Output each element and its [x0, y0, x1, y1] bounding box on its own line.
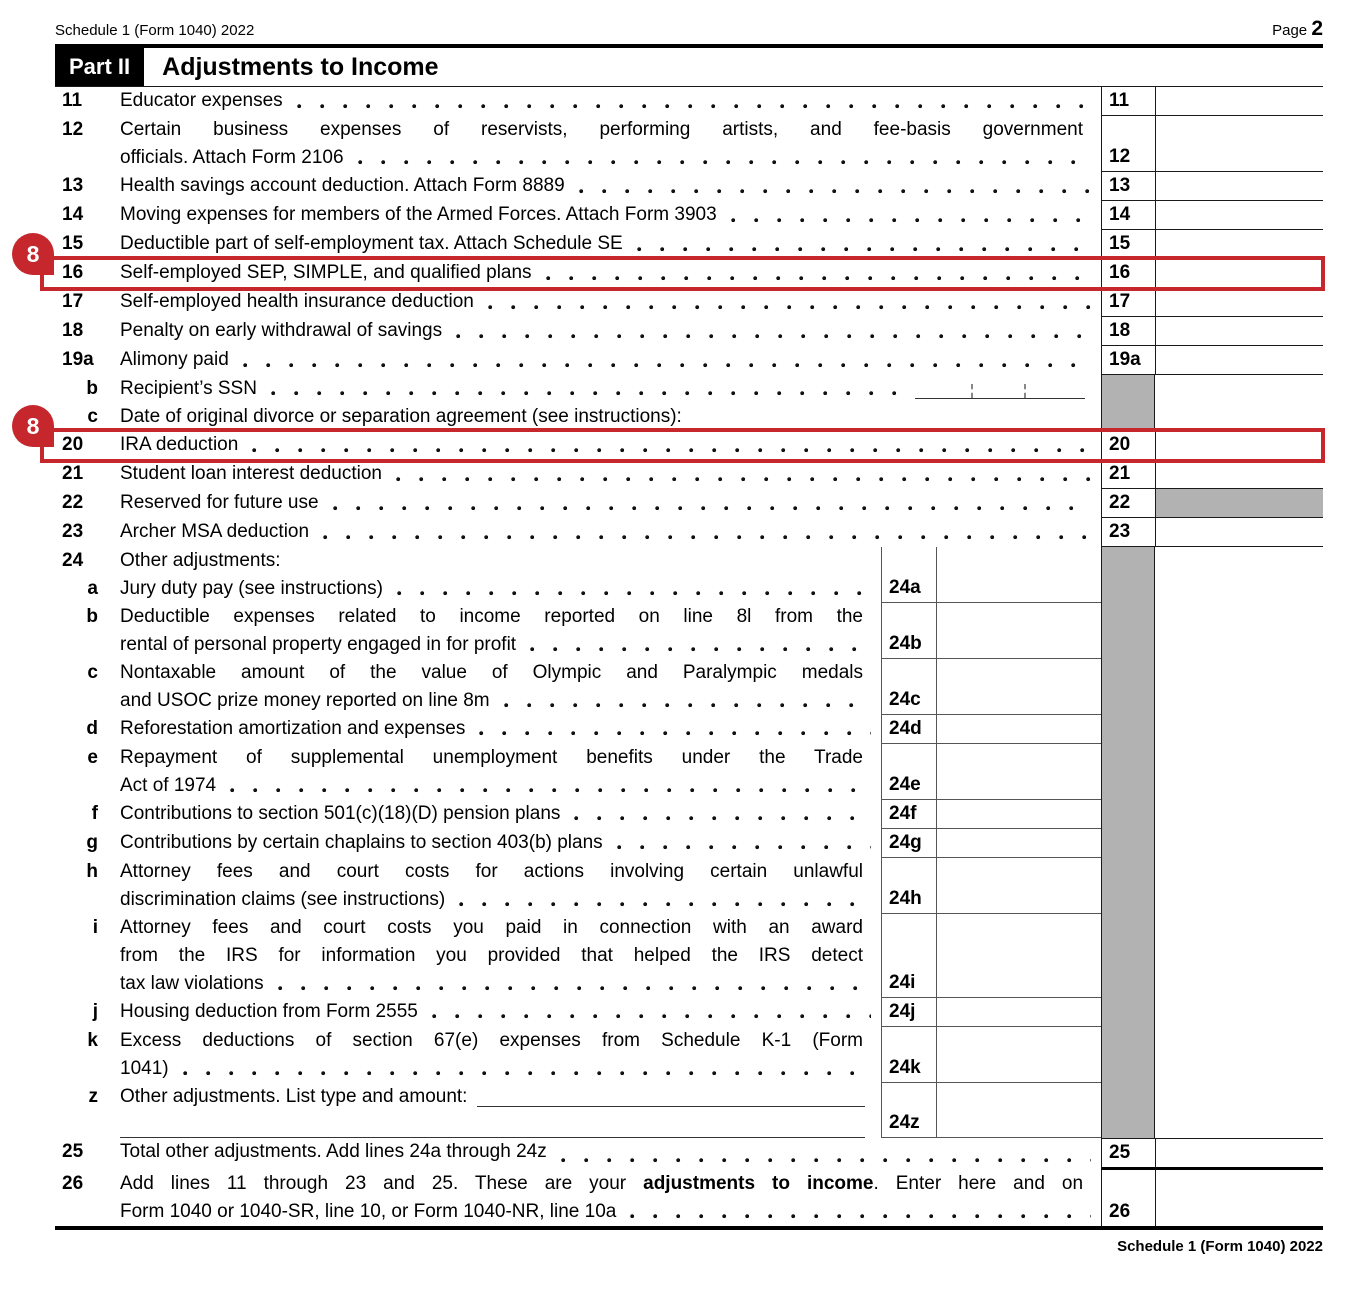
dot-leader — [452, 317, 1091, 346]
line-26 — [55, 1170, 1323, 1226]
line-24i-label-3: tax law violations — [120, 973, 264, 994]
line-24c-label-1: Nontaxable amount of the value of Olympic and Paralympic medals — [120, 662, 863, 683]
line-16-label: Self-employed SEP, SIMPLE, and qualified plans — [120, 262, 532, 283]
line-23-label: Archer MSA deduction — [120, 521, 310, 542]
line-24-number: 24 — [62, 550, 84, 571]
line-24-label: Other adjustments: — [120, 550, 281, 571]
line-21-amount-box[interactable] — [1155, 460, 1323, 489]
dot-leader — [392, 460, 1091, 489]
line-24b-amount-box[interactable] — [936, 603, 1101, 659]
line-18-label: Penalty on early withdrawal of savings — [120, 320, 443, 341]
dot-leader — [179, 1055, 871, 1083]
line-11-box-number: 11 — [1101, 87, 1155, 116]
line-18-box-number: 18 — [1101, 317, 1155, 346]
line-21-box-number: 21 — [1101, 460, 1155, 489]
line-24h-amount-box[interactable] — [936, 858, 1101, 914]
line-17-amount-box[interactable] — [1155, 288, 1323, 317]
dot-leader — [570, 800, 871, 828]
line-21-label: Student loan interest deduction — [120, 463, 382, 484]
line-24f-amount-box[interactable] — [936, 800, 1101, 829]
line-13-number: 13 — [62, 175, 84, 196]
part-label: Part II — [55, 48, 144, 86]
line-24z-box-number: 24z — [881, 1083, 936, 1138]
line-24d-letter: d — [86, 718, 98, 739]
line-19a-amount-box[interactable] — [1155, 346, 1323, 375]
line-22-number: 22 — [62, 492, 84, 513]
line-25-label: Total other adjustments. Add lines 24a through 24z — [120, 1141, 547, 1162]
line-11 — [55, 87, 1323, 116]
line-24h-box-number: 24h — [881, 858, 936, 914]
line-21 — [55, 460, 1323, 489]
line-24e — [55, 744, 1101, 800]
line-24g-amount-box[interactable] — [936, 829, 1101, 858]
line-24b-label-2: rental of personal property engaged in for profit — [120, 634, 517, 655]
line-25-amount-box[interactable] — [1155, 1138, 1323, 1170]
line-16-box-number: 16 — [1101, 259, 1155, 288]
adjustments-table — [26, 87, 1323, 1230]
line-20-number: 20 — [62, 434, 84, 455]
line-20-amount-box[interactable] — [1155, 431, 1323, 460]
line-23-amount-box[interactable] — [1155, 518, 1323, 547]
line-12-box-number: 12 — [1101, 116, 1155, 172]
dot-leader — [393, 575, 871, 603]
line-19c-label: Date of original divorce or separation agreement (see instructions): — [120, 406, 682, 427]
dot-leader — [226, 772, 871, 800]
page-indicator — [1272, 17, 1323, 40]
line-18-amount-box[interactable] — [1155, 317, 1323, 346]
line-24k — [55, 1027, 1101, 1083]
line-15-number: 15 — [62, 233, 84, 254]
annotation-badge-8: 8 — [12, 233, 54, 275]
line-24i — [55, 914, 1101, 998]
line-24g-letter: g — [86, 832, 98, 853]
line-19a-box-number: 19a — [1101, 346, 1155, 375]
dot-leader — [727, 201, 1091, 230]
line-24d-box-number: 24d — [881, 715, 936, 744]
line-12-label-2: officials. Attach Form 2106 — [120, 147, 344, 168]
line-24h-letter: h — [86, 861, 98, 882]
line-19b-letter: b — [86, 378, 98, 399]
line-20-label: IRA deduction — [120, 434, 239, 455]
line-16-amount-box[interactable] — [1155, 259, 1323, 288]
line-24j-label: Housing deduction from Form 2555 — [120, 1001, 418, 1022]
line-24-gray-column — [1101, 547, 1155, 1138]
line-24d-amount-box[interactable] — [936, 715, 1101, 744]
line-24h-label-2: discrimination claims (see instructions) — [120, 889, 446, 910]
line-24i-letter: i — [92, 917, 98, 938]
line-17 — [55, 288, 1323, 317]
line-24i-label-2: from the IRS for information you provided that helped the IRS detect — [120, 945, 863, 966]
dot-leader — [267, 375, 905, 403]
line-24d-label: Reforestation amortization and expenses — [120, 718, 466, 739]
adjustments-to-income-bold: adjustments to income — [643, 1173, 874, 1194]
line-17-box-number: 17 — [1101, 288, 1155, 317]
dot-leader — [354, 144, 1091, 172]
page-number: 2 — [1311, 17, 1323, 40]
dot-leader — [428, 998, 871, 1026]
line-24b-box-number: 24b — [881, 603, 936, 659]
part-title: Adjustments to Income — [162, 53, 439, 81]
line-24k-label-1: Excess deductions of section 67(e) expenses from Schedule K-1 (Form — [120, 1030, 863, 1051]
line-24-block — [55, 547, 1323, 1138]
line-18 — [55, 317, 1323, 346]
line-24j-box-number: 24j — [881, 998, 936, 1027]
line-24a-label: Jury duty pay (see instructions) — [120, 578, 383, 599]
line-24c-box-number: 24c — [881, 659, 936, 715]
line-24-blank-area — [1155, 547, 1323, 1138]
line-23 — [55, 518, 1323, 547]
line-24i-box-number: 24i — [881, 914, 936, 998]
dot-leader — [293, 87, 1091, 116]
line-26-label-1: Add lines 11 through 23 and 25. These are your adjustments to income. Enter here and on — [120, 1173, 1084, 1194]
line-24g — [55, 829, 1101, 858]
line-26-box-number: 26 — [1101, 1170, 1155, 1226]
dot-leader — [475, 715, 871, 743]
line-13-label: Health savings account deduction. Attach Form 8889 — [120, 175, 565, 196]
line-24j — [55, 998, 1101, 1027]
line-24h — [55, 858, 1101, 914]
line-22-box-number: 22 — [1101, 489, 1155, 518]
line-26-amount-box[interactable] — [1155, 1170, 1323, 1226]
line-13 — [55, 172, 1323, 201]
dot-leader — [500, 687, 871, 715]
line-18-number: 18 — [62, 320, 84, 341]
page-header — [55, 17, 1323, 40]
line-24c-label-2: and USOC prize money reported on line 8m — [120, 690, 490, 711]
part-header — [55, 48, 1323, 87]
line-13-amount-box[interactable] — [1155, 172, 1323, 201]
dot-leader — [633, 230, 1091, 259]
line-14 — [55, 201, 1323, 230]
line-25-number: 25 — [62, 1141, 84, 1162]
line-24i-amount-box[interactable] — [936, 914, 1101, 998]
line-24f-letter: f — [91, 803, 98, 824]
line-24e-amount-box[interactable] — [936, 744, 1101, 800]
line-14-box-number: 14 — [1101, 201, 1155, 230]
dot-leader — [526, 631, 871, 659]
line-22-label: Reserved for future use — [120, 492, 319, 513]
recipient-ssn-field[interactable] — [915, 382, 1085, 399]
line-24z-amount-box[interactable] — [936, 1083, 1101, 1138]
dot-leader — [329, 489, 1091, 518]
line-24z-type-entry-line[interactable] — [477, 1088, 865, 1107]
line-24c-letter: c — [87, 662, 98, 683]
line-26-number: 26 — [62, 1173, 84, 1194]
line-24e-box-number: 24e — [881, 744, 936, 800]
line-23-number: 23 — [62, 521, 84, 542]
line-22-reserved-gray-box — [1155, 489, 1323, 518]
dot-leader — [248, 431, 1091, 460]
line-24a — [55, 547, 1101, 603]
line-15 — [55, 230, 1323, 259]
line-25-box-number: 25 — [1101, 1138, 1155, 1170]
dot-leader — [239, 346, 1091, 375]
line-14-number: 14 — [62, 204, 84, 225]
line-24g-box-number: 24g — [881, 829, 936, 858]
line-17-number: 17 — [62, 291, 84, 312]
line-24f — [55, 800, 1101, 829]
line-24e-label-2: Act of 1974 — [120, 775, 217, 796]
line-24a-amount-box[interactable] — [936, 547, 1101, 603]
page-word: Page — [1272, 22, 1308, 39]
line-19bc — [55, 375, 1323, 431]
line-19c-letter: c — [87, 406, 98, 427]
line-24k-letter: k — [87, 1030, 98, 1051]
line-19b-label: Recipient’s SSN — [120, 378, 257, 399]
line-24z — [55, 1083, 1101, 1138]
line-24d — [55, 715, 1101, 744]
line-19a — [55, 346, 1323, 375]
line-24g-label: Contributions by certain chaplains to section 403(b) plans — [120, 832, 603, 853]
line-24h-label-1: Attorney fees and court costs for actions involving certain unlawful — [120, 861, 863, 882]
line-19a-number: 19a — [62, 349, 94, 370]
line-24b-label-1: Deductible expenses related to income reported on line 8l from the — [120, 606, 863, 627]
dot-leader — [542, 259, 1091, 288]
dot-leader — [626, 1198, 1091, 1226]
line-15-amount-box[interactable] — [1155, 230, 1323, 259]
dot-leader — [319, 518, 1091, 547]
line-24a-box-number: 24a — [881, 547, 936, 603]
line-11-number: 11 — [62, 90, 83, 111]
line-24b-letter: b — [86, 606, 98, 627]
line-24c — [55, 659, 1101, 715]
line-24a-letter: a — [87, 578, 98, 599]
line-20-box-number: 20 — [1101, 431, 1155, 460]
line-19bc-gray-cell — [1101, 375, 1155, 431]
dot-leader — [557, 1138, 1091, 1170]
line-11-label: Educator expenses — [120, 90, 283, 111]
line-24f-label: Contributions to section 501(c)(18)(D) pension plans — [120, 803, 561, 824]
line-15-label: Deductible part of self-employment tax. Attach Schedule SE — [120, 233, 623, 254]
dot-leader — [274, 970, 871, 998]
form-id-top: Schedule 1 (Form 1040) 2022 — [55, 22, 255, 39]
line-24i-label-1: Attorney fees and court costs you paid in connection with an award — [120, 917, 863, 938]
line-12 — [55, 116, 1323, 172]
line-24e-letter: e — [87, 747, 98, 768]
line-12-amount-box[interactable] — [1155, 116, 1323, 172]
line-24c-amount-box[interactable] — [936, 659, 1101, 715]
line-19a-label: Alimony paid — [120, 349, 229, 370]
line-24k-amount-box[interactable] — [936, 1027, 1101, 1083]
dot-leader — [455, 886, 871, 914]
line-12-label-1: Certain business expenses of reservists, performing artists, and fee-basis government — [120, 119, 1083, 140]
line-24z-letter: z — [88, 1086, 98, 1107]
line-15-box-number: 15 — [1101, 230, 1155, 259]
line-17-label: Self-employed health insurance deduction — [120, 291, 474, 312]
line-25 — [55, 1138, 1323, 1170]
line-24b — [55, 603, 1101, 659]
line-19bc-blank-area — [1155, 375, 1323, 431]
line-14-label: Moving expenses for members of the Armed Forces. Attach Form 3903 — [120, 204, 717, 225]
line-21-number: 21 — [62, 463, 84, 484]
line-24k-box-number: 24k — [881, 1027, 936, 1083]
dot-leader — [575, 172, 1091, 201]
line-24k-label-2: 1041) — [120, 1058, 169, 1079]
dot-leader — [613, 829, 871, 857]
line-12-number: 12 — [62, 119, 84, 140]
line-24j-amount-box[interactable] — [936, 998, 1101, 1027]
line-22 — [55, 489, 1323, 518]
annotation-badge-8: 8 — [12, 405, 54, 447]
line-24f-box-number: 24f — [881, 800, 936, 829]
line-26-label-2: Form 1040 or 1040-SR, line 10, or Form 1040-NR, line 10a — [120, 1201, 617, 1222]
line-23-box-number: 23 — [1101, 518, 1155, 547]
line-14-amount-box[interactable] — [1155, 201, 1323, 230]
dot-leader — [484, 288, 1091, 317]
line-16-number: 16 — [62, 262, 84, 283]
line-13-box-number: 13 — [1101, 172, 1155, 201]
line-11-amount-box[interactable] — [1155, 87, 1323, 116]
line-24z-label: Other adjustments. List type and amount: — [120, 1086, 468, 1107]
form-id-footer: Schedule 1 (Form 1040) 2022 — [1117, 1238, 1323, 1255]
line-24e-label-1: Repayment of supplemental unemployment benefits under the Trade — [120, 747, 863, 768]
line-24z-amount-entry-line[interactable] — [120, 1111, 865, 1138]
line-24j-letter: j — [92, 1001, 98, 1022]
